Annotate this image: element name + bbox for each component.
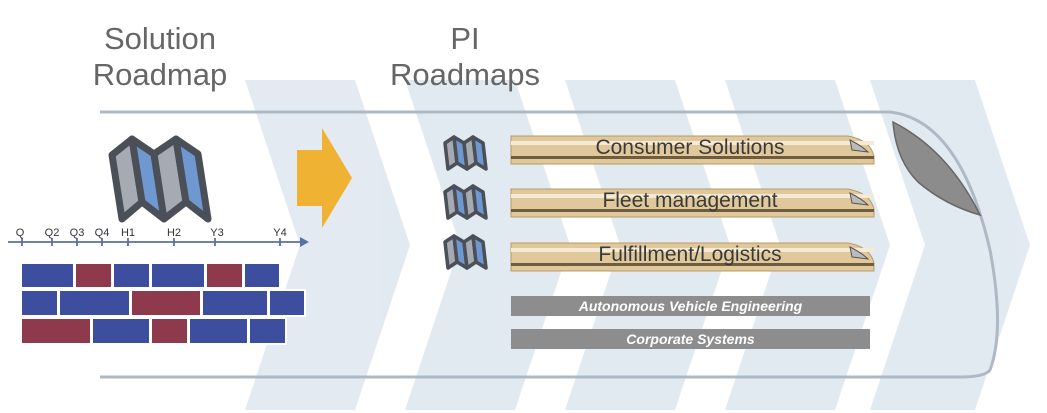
folded-map-icon (445, 137, 486, 169)
brick (269, 290, 305, 316)
brick (113, 263, 150, 288)
tick-label: H2 (166, 227, 182, 239)
folded-map-icon (445, 186, 486, 218)
brick (244, 263, 280, 288)
brick (131, 290, 201, 316)
tick-label: Q (15, 227, 25, 239)
brick (206, 263, 243, 288)
folded-map-icon (445, 236, 486, 268)
value-stream-label: Consumer Solutions (595, 136, 785, 159)
tick-label: H1 (120, 227, 136, 239)
solution-roadmap-title (60, 21, 260, 93)
brick-wall (21, 263, 305, 344)
brick (202, 290, 268, 316)
brick (21, 318, 91, 344)
tick-label: Y3 (210, 227, 224, 239)
tick-label: Y4 (273, 227, 287, 239)
pi-roadmaps-title (365, 21, 565, 93)
autonomous-vehicle-engineering-bar: Autonomous Vehicle Engineering (511, 296, 870, 316)
solution-roadmap-line2: Roadmap (92, 57, 228, 92)
value-stream-label: Fulfillment/Logistics (598, 243, 782, 266)
tick-label: Q4 (94, 227, 110, 239)
corporate-systems-bar: Corporate Systems (511, 329, 870, 349)
brick (21, 290, 58, 316)
chevron-1 (245, 80, 410, 410)
solution-roadmap-line1: Solution (103, 21, 217, 56)
brick (59, 290, 130, 316)
brick (75, 263, 112, 288)
brick (92, 318, 150, 344)
brick (151, 263, 205, 288)
brick (249, 318, 286, 344)
pi-roadmaps-line2: Roadmaps (390, 57, 540, 92)
pi-roadmaps-line1: PI (450, 21, 480, 56)
brick (151, 318, 188, 344)
tick-label: Q2 (44, 227, 60, 239)
brick (21, 263, 74, 288)
tick-label: Q3 (69, 227, 85, 239)
brick (189, 318, 248, 344)
folded-map-icon-large (112, 139, 208, 219)
value-stream-label: Fleet management (602, 189, 778, 212)
